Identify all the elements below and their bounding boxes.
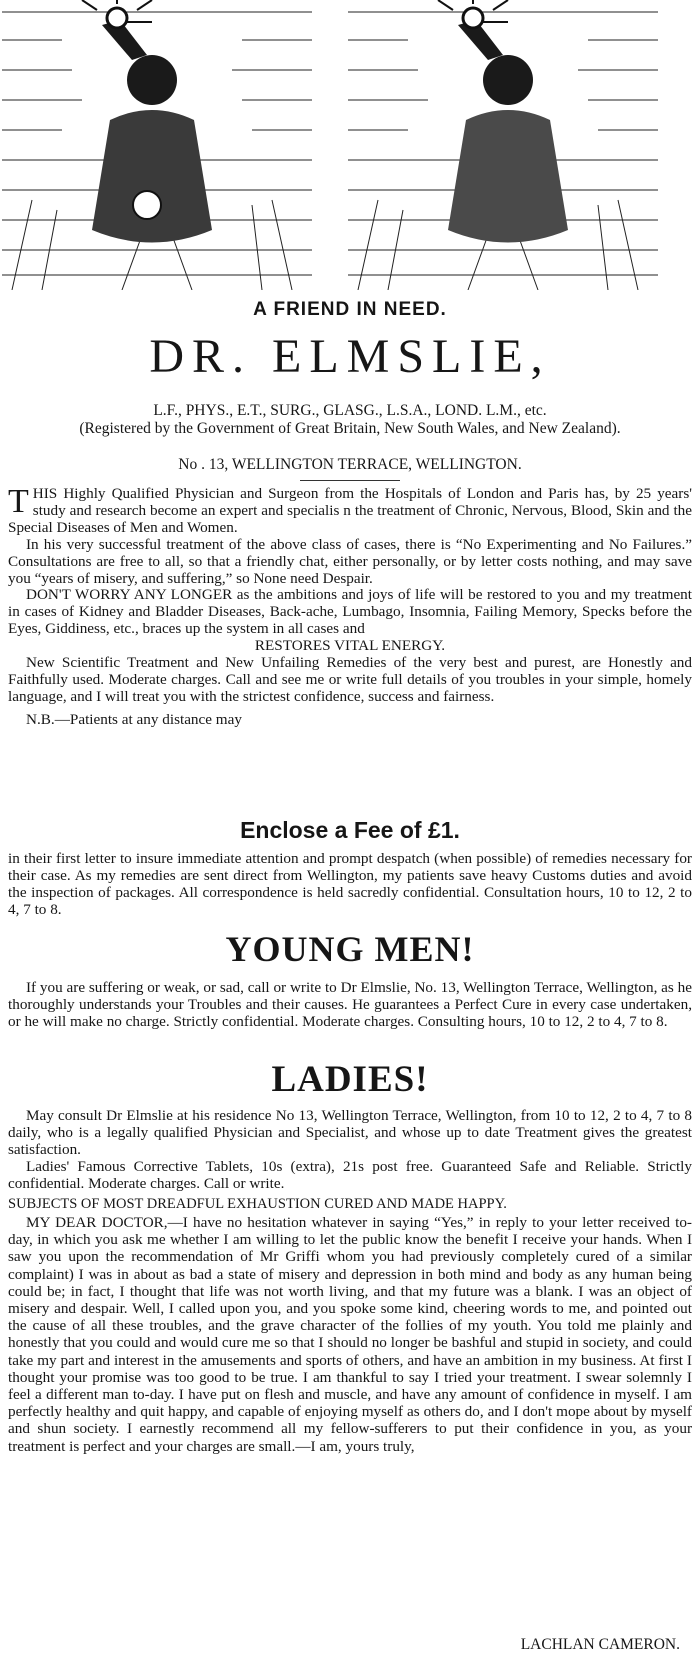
testimonial-body: MY DEAR DOCTOR,—I have no hesitation whatever in saying “Yes,” in reply to your letter received to-day, in which you ask me whether I am willing to let the public know the benefit I receive your hands. When I saw you upon the recommendation of Mr Griffi whom you had previously completely cured of a similar complaint) I was in about as bad a state of misery and depression in both mind and body as any human being could be; in fact, I thought that life was not worth living, and that my future was a blank. I was an object of misery and despair. Well, I called upon you, and you spoke some kind, cheering words to me, and pointed out the cause of all these troubles, and the grave character of the follies of my youth. You told me plainly and honestly that you could and would cure me so that I should no longer be bashful and stupid in society, and could take my part and interest in the amusements and sports of others, and have an ambition in my business. At first I thought your promise was too good to be true. I am thankful to say I tried your treatment. I swear solemnly I feel a different man to-day. I have put on flesh and muscle, and have any amount of confidence in myself. I am perfectly healthy and quit happy, and capable of enjoying myself as others do, and I don't mope about by myself and shun society. I earnestly recommend all my fellow-sufferers to put their confidence in you, as your treatment is perfect and your charges are small.—I am, yours truly, xyxy=(8,1214,692,1455)
headline: A FRIEND IN NEED. xyxy=(253,299,447,320)
testimonial-signature: LACHLAN CAMERON. xyxy=(520,1636,680,1653)
ladies-section xyxy=(8,1108,692,1193)
intro-paragraph-2: In his very successful treatment of the above class of cases, there is “No Experimenting and No Failures.” Consultations are free to all, so that a friendly chat, either personally, or by letter costs nothing, and may save you “years of misery, and suffering,” so None need Despair. xyxy=(8,535,692,587)
ladies-text-2: Ladies' Famous Corrective Tablets, 10s (extra), 21s post free. Guaranteed Safe and Reliable. Strictly confidential. Moderate charges. Call or write. xyxy=(8,1157,692,1192)
woman-with-lamp-illustration-left xyxy=(2,0,312,290)
credentials: L.F., PHYS., E.T., SURG., GLASG., L.S.A., LOND. L.M., etc. xyxy=(153,402,547,419)
testimonial-heading: SUBJECTS OF MOST DREADFUL EXHAUSTION CURED AND MADE HAPPY. xyxy=(8,1196,507,1212)
intro-paragraph-4: New Scientific Treatment and New Unfailing Remedies of the very best and purest, are Honestly and Faithfully used. Moderate charges. Call and see me or write full details of you troubles in your simple, homely language, and I will treat you with the strictest confidence, success and fairness. xyxy=(8,654,692,705)
intro-section xyxy=(8,483,692,729)
fee-text: in their first letter to insure immediate attention and prompt despatch (when possible) of remedies necessary for their case. As my remedies are sent direct from Wellington, my patients save heavy Customs duties and avoid the inspection of packages. All correspondence is held sacredly confidential. Consultation hours, 10 to 12, 2 to 4, 7 to 8. xyxy=(8,850,692,918)
woman-with-lamp-illustration-right xyxy=(348,0,658,290)
divider xyxy=(300,480,400,481)
address: No . 13, WELLINGTON TERRACE, WELLINGTON. xyxy=(178,456,522,473)
young-men-text: If you are suffering or weak, or sad, call or write to Dr Elmslie, No. 13, Wellington Terrace, Wellington, as he thoroughly understands your Troubles and their causes. He guarantees a Perfect Cure in every case undertaken, or he will make no charge. Strictly confidential. Moderate charges. Consulting hours, 10 to 12, 2 to 4, 7 to 8. xyxy=(8,979,692,1030)
intro-paragraph-1: HIS Highly Qualified Physician and Surgeon from the Hospitals of London and Paris has, by 25 years' study and research become an expert and specialis n the treatment of Chronic, Nervous, Blood, Skin and the Special Diseases of Men and Women. xyxy=(8,485,692,536)
young-men-heading: YOUNG MEN! xyxy=(225,929,475,969)
doctor-name: DR. ELMSLIE, xyxy=(149,330,551,383)
ladies-heading: LADIES! xyxy=(271,1059,429,1100)
restores-vital-energy: RESTORES VITAL ENERGY. xyxy=(254,637,446,655)
intro-paragraph-3: DON'T WORRY ANY LONGER as the ambitions and joys of life will be restored to you and my treatment in cases of Kidney and Bladder Diseases, Back-ache, Lumbago, Insomnia, Failing Memory, Specks before the Eyes, Giddiness, etc., braces up the system in all cases and xyxy=(8,586,692,638)
registration: (Registered by the Government of Great Britain, New South Wales, and New Zealand). xyxy=(79,420,621,437)
ladies-text-1: May consult Dr Elmslie at his residence No 13, Wellington Terrace, Wellington, from 10 to 12, 2 to 4, 7 to 8 daily, who is a legally qualified Physician and Specialist, and whose up to date Treatment gives the greatest satisfaction. xyxy=(8,1107,692,1158)
nb-note: N.B.—Patients at any distance may xyxy=(26,710,242,728)
fee-heading: Enclose a Fee of £1. xyxy=(240,817,460,843)
drop-cap: T xyxy=(8,483,29,520)
